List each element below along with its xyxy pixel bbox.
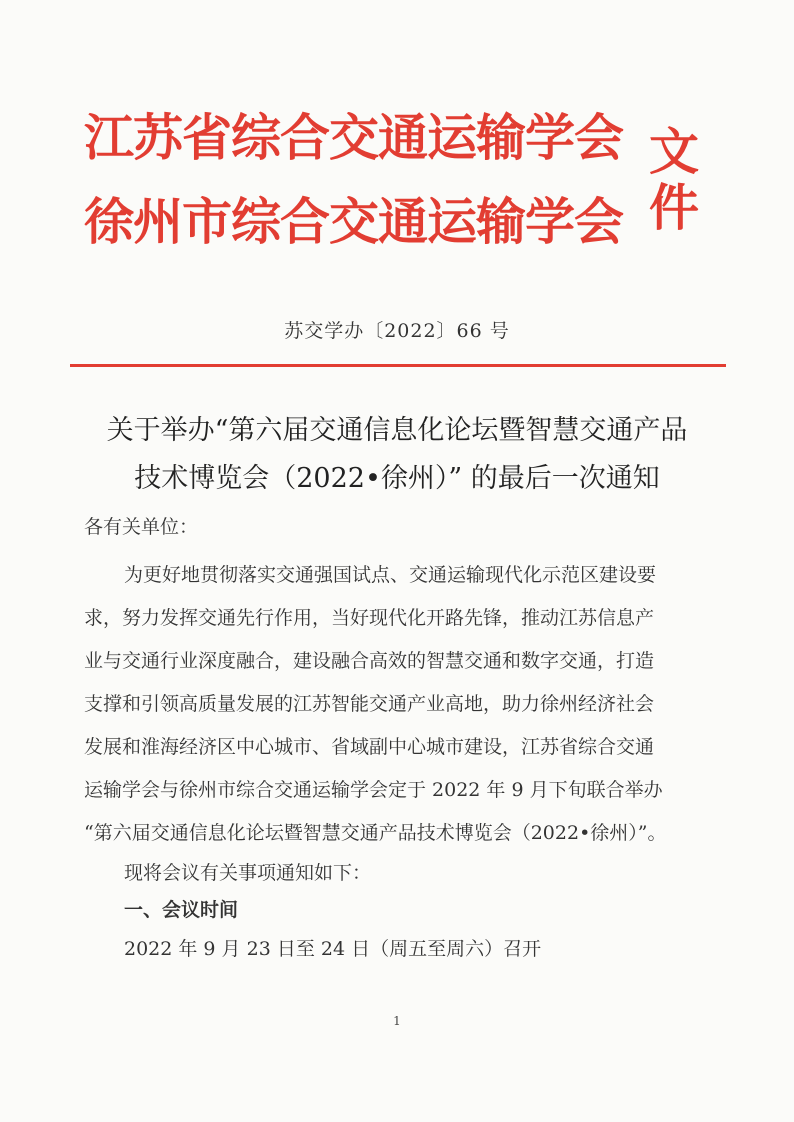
para2: 现将会议有关事项通知如下： <box>124 862 372 884</box>
title-line-2: 技术博览会（2022•徐州）” 的最后一次通知 <box>134 463 660 494</box>
section-1-heading: 一、会议时间 <box>124 899 239 921</box>
document-label: 文件 <box>649 122 697 237</box>
para1-line-6: 运输学会与徐州市综合交通运输学会定于 2022 年 9 月下旬联合举办 <box>84 779 663 801</box>
page-number: 1 <box>393 1014 401 1028</box>
issuing-org-2: 徐州市综合交通运输学会 <box>84 192 623 251</box>
para1-line-5: 发展和淮海经济区中心城市、省域副中心城市建设，江苏省综合交通 <box>84 736 655 758</box>
para1-line-7: “第六届交通信息化论坛暨智慧交通产品技术博览会（2022•徐州）”。 <box>84 822 667 844</box>
title-line-1: 关于举办“第六届交通信息化论坛暨智慧交通产品 <box>106 415 688 446</box>
red-divider <box>70 364 726 367</box>
para1-line-2: 求，努力发挥交通先行作用，当好现代化开路先锋，推动江苏信息产 <box>84 607 655 629</box>
para1-line-4: 支撑和引领高质量发展的江苏智能交通产业高地，助力徐州经济社会 <box>84 693 655 715</box>
section-1-text: 2022 年 9 月 23 日至 24 日（周五至周六）召开 <box>124 938 542 960</box>
document-number: 苏交学办〔2022〕66 号 <box>284 320 510 342</box>
para1-line-1: 为更好地贯彻落实交通强国试点、交通运输现代化示范区建设要 <box>124 564 657 586</box>
salutation: 各有关单位： <box>84 516 199 538</box>
issuing-org-1: 江苏省综合交通运输学会 <box>84 108 623 167</box>
para1-line-3: 业与交通行业深度融合，建设融合高效的智慧交通和数字交通，打造 <box>84 650 655 672</box>
